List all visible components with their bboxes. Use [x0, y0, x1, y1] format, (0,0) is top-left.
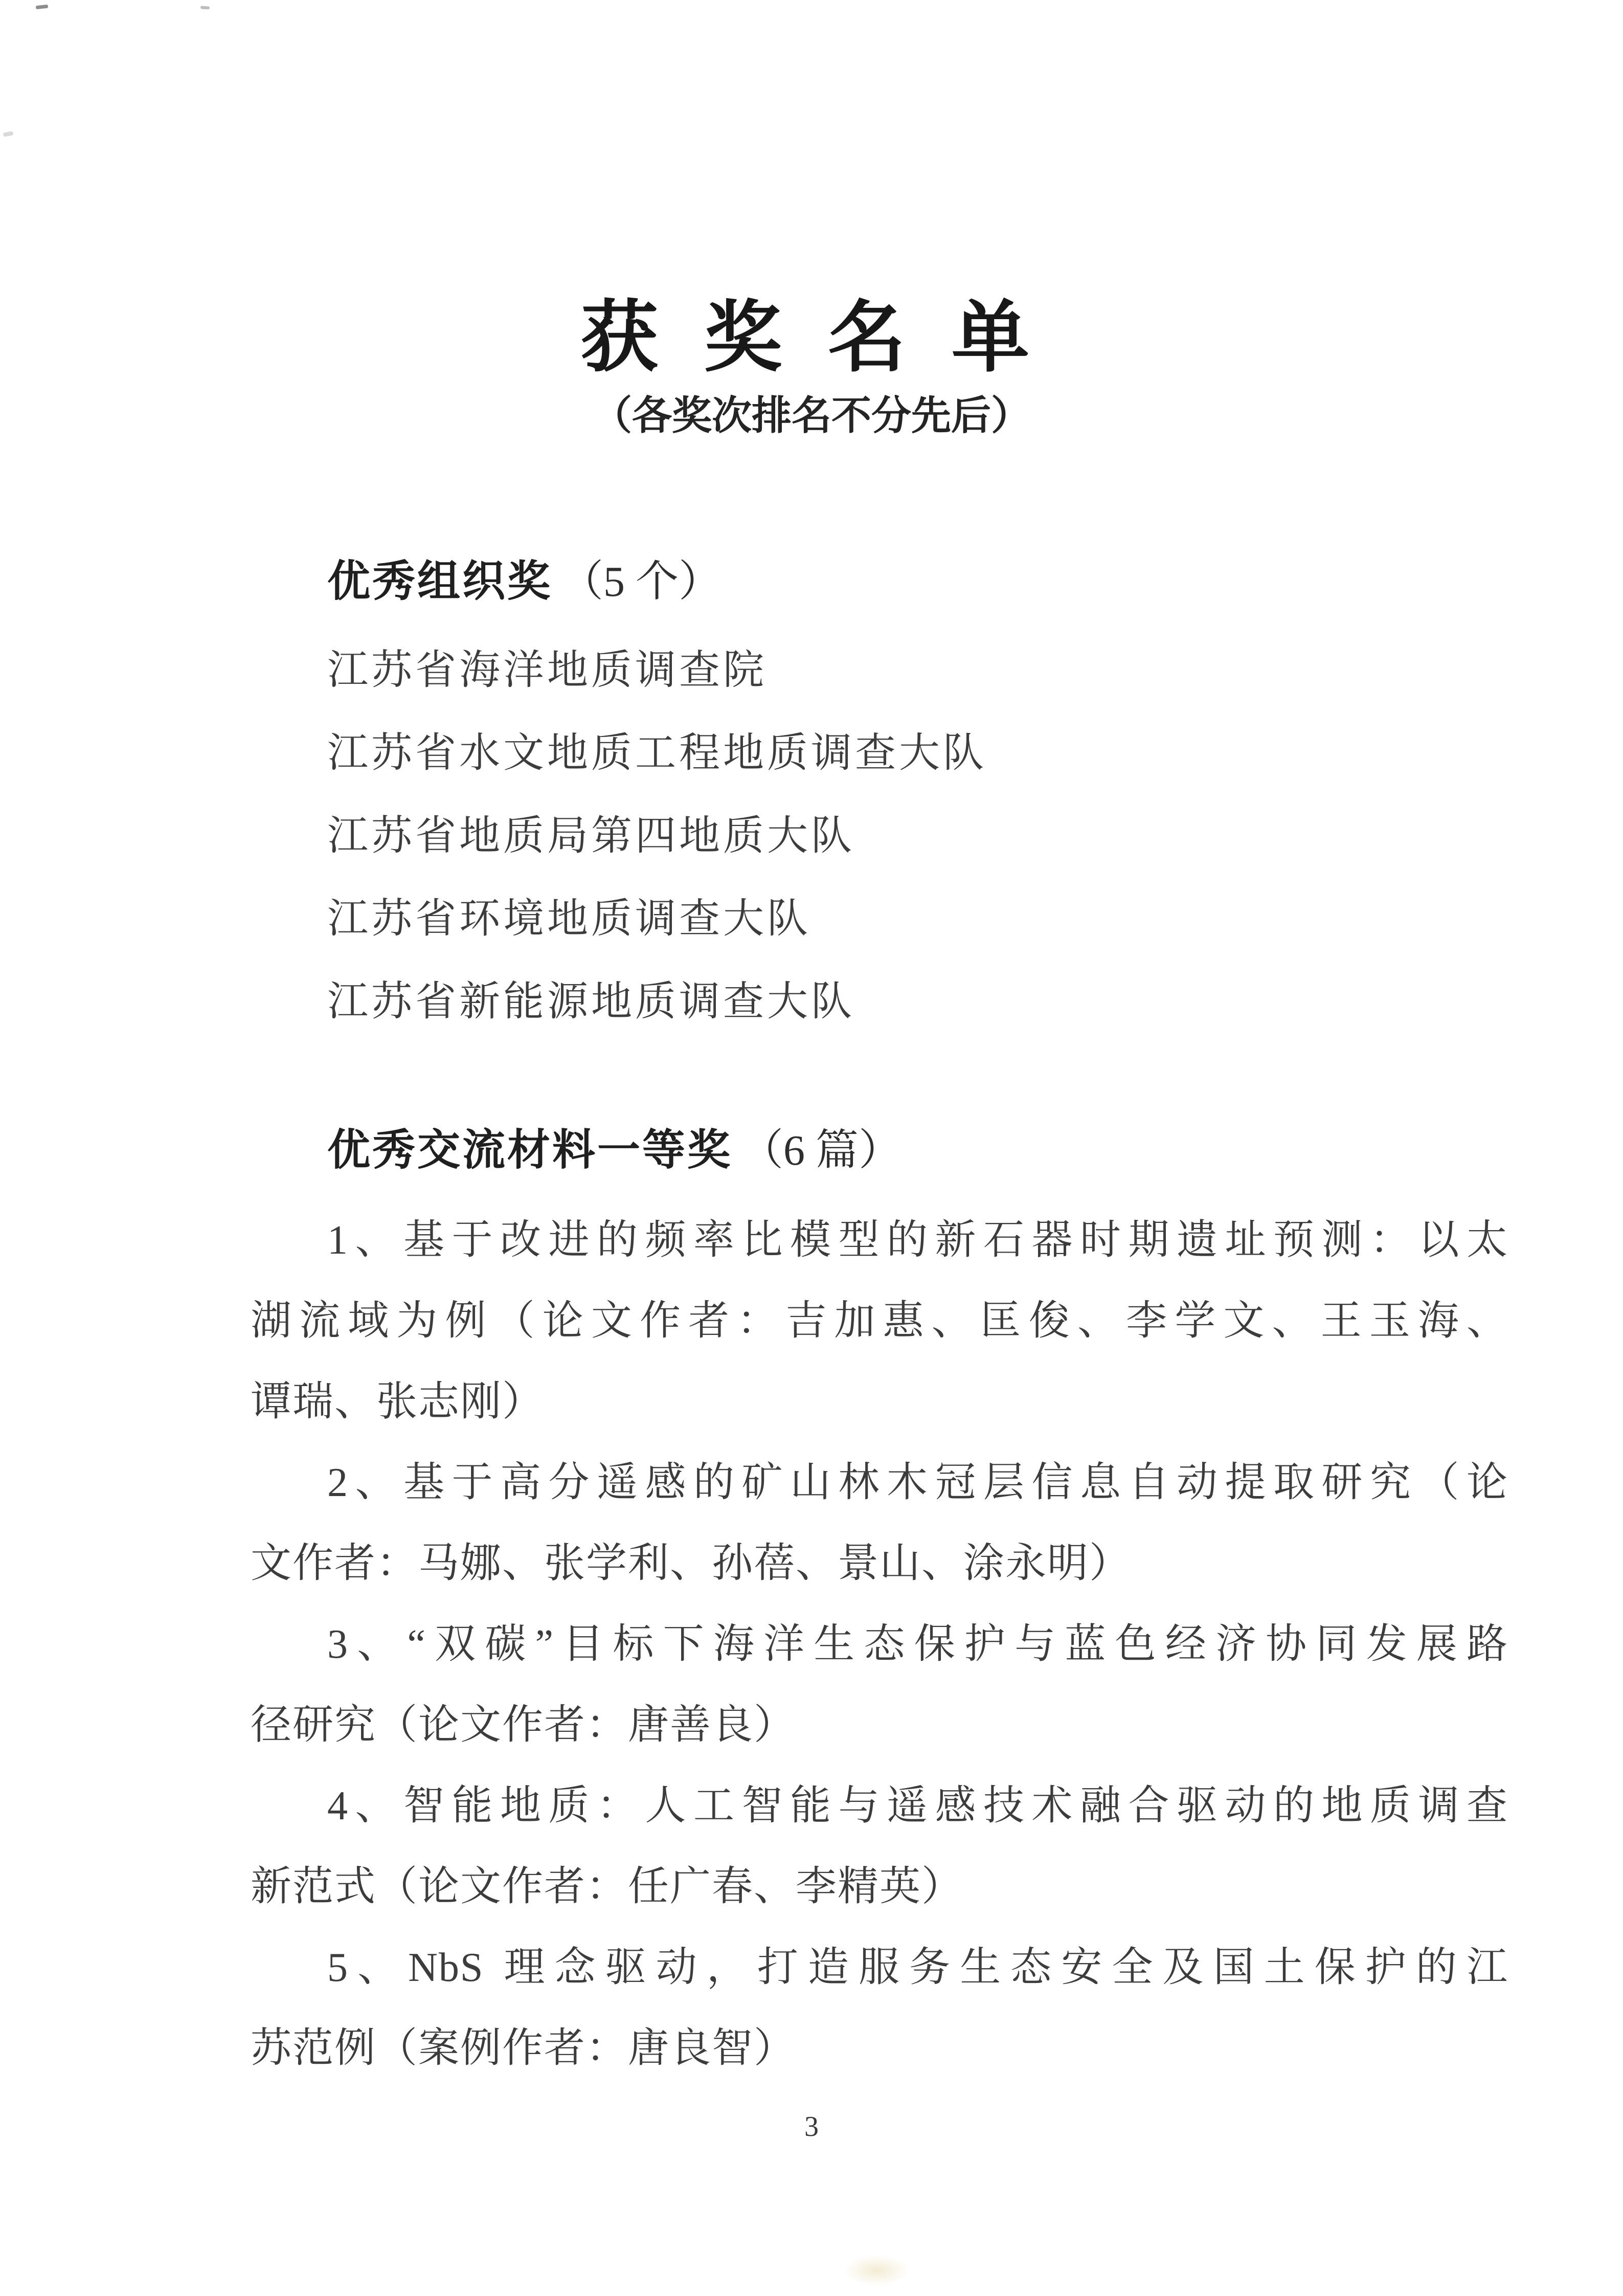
- organization-name: 江苏省水文地质工程地质调查大队: [327, 731, 987, 776]
- organization-name: 江苏省海洋地质调查院: [327, 648, 767, 693]
- page-subtitle: （各奖次排名不分先后）: [592, 393, 1031, 438]
- entry-line: 湖流域为例（论文作者：吉加惠、匡俊、李学文、王玉海、: [251, 1299, 1508, 1344]
- entry-line: 4、智能地质：人工智能与遥感技术融合驱动的地质调查: [327, 1784, 1508, 1829]
- entry-line: 苏范例（案例作者：唐良智）: [251, 2026, 796, 2071]
- organization-award-list: [327, 629, 1508, 1043]
- organization-name: 江苏省地质局第四地质大队: [327, 814, 855, 859]
- entry-line: 1、基于改进的频率比模型的新石器时期遗址预测：以太: [327, 1218, 1508, 1263]
- entry-line: 文作者：马娜、张学利、孙蓓、景山、涂永明）: [251, 1541, 1131, 1586]
- organization-name: 江苏省新能源地质调查大队: [327, 979, 855, 1024]
- entry-line: 5、NbS 理念驱动，打造服务生态安全及国土保护的江: [327, 1945, 1508, 1990]
- entry-line: 新范式（论文作者：任广春、李精英）: [251, 1864, 963, 1909]
- first-prize-entry-list: [251, 1200, 1508, 2089]
- entry-line: 2、基于高分遥感的矿山林木冠层信息自动提取研究（论: [327, 1460, 1508, 1505]
- scan-artifact-smudge: [844, 2255, 910, 2286]
- scan-artifact-dash: [36, 5, 49, 9]
- page-number: 3: [804, 2111, 819, 2143]
- section-count-note: （6 篇）: [740, 1127, 902, 1174]
- organization-name: 江苏省环境地质调查大队: [327, 897, 811, 942]
- scan-artifact-mark: [3, 131, 13, 137]
- section-heading-organization-award: [327, 555, 722, 608]
- page-title: 获 奖 名 单: [580, 295, 1043, 381]
- entry-line: 3、“双碳”目标下海洋生态保护与蓝色经济协同发展路: [327, 1622, 1508, 1667]
- entry-line: 谭瑞、张志刚）: [251, 1379, 544, 1424]
- section-heading-text: 优秀交流材料一等奖: [327, 1126, 733, 1174]
- entry-line: 径研究（论文作者：唐善良）: [251, 1703, 796, 1748]
- section-count-note: （5 个）: [560, 558, 722, 606]
- section-heading-first-prize: [327, 1124, 901, 1177]
- section-heading-text: 优秀组织奖: [327, 557, 553, 605]
- scan-artifact-dash: [200, 6, 210, 9]
